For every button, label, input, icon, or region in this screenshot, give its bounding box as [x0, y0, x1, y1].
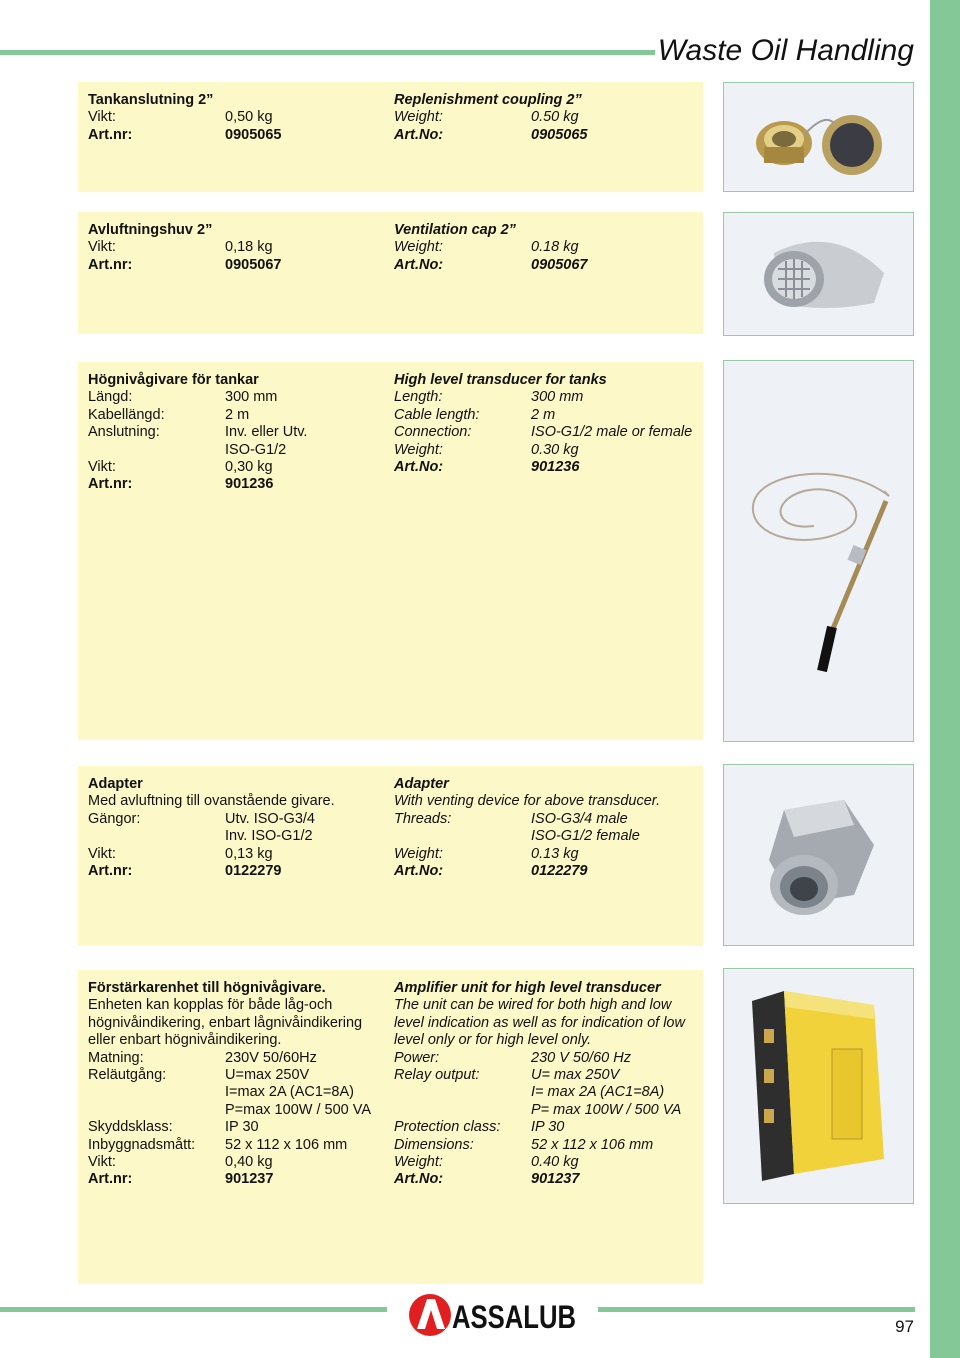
spec-label: Matning:: [88, 1049, 144, 1066]
spec-value: I=max 2A (AC1=8A): [225, 1084, 354, 1101]
spec-label: Vikt:: [88, 239, 116, 256]
spec-label: Anslutning:: [88, 424, 160, 441]
spec-row: [88, 239, 378, 256]
spec-rows-en: [394, 811, 699, 881]
product-title-en: Replenishment coupling 2”: [394, 92, 582, 108]
spec-rows-sv: [88, 239, 378, 274]
spec-row: [88, 1119, 378, 1136]
photo-ventilation-cap: [723, 212, 914, 336]
spec-label: Art.No:: [394, 862, 444, 879]
spec-label: Art.nr:: [88, 256, 133, 273]
spec-label: Art.nr:: [88, 476, 133, 493]
english-spec: [394, 776, 699, 880]
spec-row: [394, 257, 699, 274]
spec-value: ISO-G1/2: [225, 441, 287, 458]
swedish-spec: [88, 372, 378, 494]
spec-row: [88, 811, 378, 828]
spec-rows-en: [394, 389, 699, 476]
spec-value: 0905065: [531, 126, 588, 143]
spec-label: Vikt:: [88, 845, 116, 862]
spec-label: Art.No:: [394, 256, 444, 273]
swedish-spec: [88, 776, 378, 880]
spec-label: Reläutgång:: [88, 1067, 167, 1084]
product-title-sv: Avluftningshuv 2”: [88, 222, 213, 238]
spec-row: [394, 424, 699, 441]
english-spec: [394, 372, 699, 476]
product-block-coupling: [78, 82, 703, 192]
spec-row: [394, 846, 699, 863]
spec-row: [88, 1102, 378, 1119]
spec-value: 901236: [531, 458, 580, 475]
header-rule: [0, 50, 655, 55]
english-spec: [394, 222, 699, 274]
spec-label: Inbyggnadsmått:: [88, 1136, 196, 1153]
spec-value: 0122279: [531, 862, 588, 879]
spec-row: [394, 1067, 699, 1084]
spec-label: Vikt:: [88, 109, 116, 126]
product-description-sv: Enheten kan kopplas för både låg-och högnivåindikering, enbart lågnivåindikering eller enbart högnivåindikering.: [88, 997, 363, 1049]
spec-value: 901237: [225, 1171, 274, 1188]
spec-value: 0,13 kg: [225, 845, 273, 862]
spec-value: Inv. ISO-G1/2: [225, 828, 313, 845]
footer-rule-right: [598, 1307, 915, 1312]
product-title-sv: Högnivågivare för tankar: [88, 372, 259, 388]
spec-value: 0122279: [225, 862, 282, 879]
spec-value: U=max 250V: [225, 1067, 310, 1084]
spec-row: [394, 863, 699, 880]
english-spec: [394, 980, 699, 1189]
spec-value: 0,40 kg: [225, 1153, 273, 1170]
spec-label: Cable length:: [394, 406, 480, 423]
product-title-en: Ventilation cap 2”: [394, 222, 516, 238]
spec-value: Utv. ISO-G3/4: [225, 810, 315, 827]
spec-row: [88, 1050, 378, 1067]
product-description-en: With venting device for above transducer.: [394, 793, 661, 810]
spec-row: [394, 459, 699, 476]
spec-row: [88, 459, 378, 476]
spec-value: 901236: [225, 476, 274, 493]
spec-value: ISO-G1/2 male or female: [531, 424, 693, 441]
spec-row: [394, 239, 699, 256]
spec-row: [88, 828, 378, 845]
product-description-sv: Med avluftning till ovanstående givare.: [88, 793, 335, 810]
product-block-vent-cap: [78, 212, 703, 334]
spec-value: IP 30: [225, 1119, 259, 1136]
spec-label: Weight:: [394, 109, 443, 126]
spec-label: Art.nr:: [88, 862, 133, 879]
spec-value: 0905067: [225, 256, 282, 273]
spec-value: 0905065: [225, 126, 282, 143]
english-spec: [394, 92, 699, 144]
spec-label: Art.No:: [394, 458, 444, 475]
spec-row: [88, 424, 378, 441]
spec-value: 901237: [531, 1171, 580, 1188]
spec-value: 0.30 kg: [531, 441, 579, 458]
spec-row: [394, 1137, 699, 1154]
spec-label: Art.nr:: [88, 126, 133, 143]
spec-label: Art.No:: [394, 126, 444, 143]
product-title-sv: Förstärkarenhet till högnivågivare.: [88, 980, 326, 996]
spec-rows-sv: [88, 109, 378, 144]
spec-row: [394, 1084, 699, 1101]
spec-label: Kabellängd:: [88, 406, 165, 423]
spec-label: Weight:: [394, 441, 443, 458]
spec-value: 0.40 kg: [531, 1153, 579, 1170]
spec-label: Vikt:: [88, 458, 116, 475]
product-title-en: Amplifier unit for high level transducer: [394, 980, 661, 996]
spec-label: Art.nr:: [88, 1171, 133, 1188]
spec-row: [88, 257, 378, 274]
product-block-amplifier: [78, 970, 703, 1284]
product-title-sv: Tankanslutning 2”: [88, 92, 214, 108]
spec-row: [394, 1119, 699, 1136]
photo-amplifier-unit: [723, 968, 914, 1204]
spec-row: [394, 828, 699, 845]
page-title: Waste Oil Handling: [657, 34, 914, 67]
spec-value: IP 30: [531, 1119, 565, 1136]
spec-row: [88, 442, 378, 459]
product-description-en: The unit can be wired for both high and low level indication as well as for indication of low level only or for high level only.: [394, 997, 685, 1049]
spec-value: I= max 2A (AC1=8A): [531, 1084, 665, 1101]
spec-row: [88, 1154, 378, 1171]
spec-row: [394, 811, 699, 828]
spec-row: [88, 1137, 378, 1154]
spec-row: [394, 109, 699, 126]
spec-label: Threads:: [394, 810, 452, 827]
spec-label: Relay output:: [394, 1067, 480, 1084]
spec-value: 0905067: [531, 256, 588, 273]
product-block-transducer: [78, 362, 703, 740]
product-title-en: High level transducer for tanks: [394, 372, 607, 388]
spec-label: Vikt:: [88, 1153, 116, 1170]
spec-value: 2 m: [531, 406, 556, 423]
page-number: 97: [895, 1317, 914, 1336]
spec-row: [394, 1154, 699, 1171]
green-sidebar: [930, 0, 960, 1358]
spec-value: 2 m: [225, 406, 250, 423]
spec-label: Skyddsklass:: [88, 1119, 173, 1136]
svg-text:ASSALUB: ASSALUB: [452, 1299, 576, 1335]
spec-row: [88, 407, 378, 424]
spec-row: [88, 476, 378, 493]
spec-row: [394, 442, 699, 459]
spec-row: [88, 389, 378, 406]
swedish-spec: [88, 92, 378, 144]
spec-label: Connection:: [394, 424, 472, 441]
spec-label: Weight:: [394, 239, 443, 256]
spec-value: ISO-G3/4 male: [531, 810, 628, 827]
spec-rows-sv: [88, 1050, 378, 1189]
spec-rows-sv: [88, 389, 378, 493]
spec-value: P=max 100W / 500 VA: [225, 1101, 372, 1118]
spec-value: 230 V 50/60 Hz: [531, 1049, 631, 1066]
spec-value: 0,18 kg: [225, 239, 273, 256]
spec-value: 52 x 112 x 106 mm: [225, 1136, 348, 1153]
product-title-en: Adapter: [394, 776, 449, 792]
spec-value: 0.50 kg: [531, 109, 579, 126]
spec-value: 0,50 kg: [225, 109, 273, 126]
spec-value: 0,30 kg: [225, 458, 273, 475]
photo-high-level-transducer: [723, 360, 914, 742]
spec-label: Power:: [394, 1049, 440, 1066]
photo-adapter: [723, 764, 914, 946]
footer-rule-left: [0, 1307, 387, 1312]
spec-row: [394, 127, 699, 144]
spec-row: [394, 1050, 699, 1067]
spec-value: Inv. eller Utv.: [225, 424, 308, 441]
spec-row: [394, 1102, 699, 1119]
spec-label: Art.No:: [394, 1171, 444, 1188]
swedish-spec: [88, 222, 378, 274]
spec-row: [88, 109, 378, 126]
spec-value: ISO-G1/2 female: [531, 828, 640, 845]
spec-value: 0.13 kg: [531, 845, 579, 862]
product-block-adapter: [78, 766, 703, 946]
spec-value: 230V 50/60Hz: [225, 1049, 317, 1066]
spec-value: 300 mm: [225, 389, 278, 406]
spec-label: Weight:: [394, 845, 443, 862]
spec-row: [394, 1171, 699, 1188]
spec-label: Dimensions:: [394, 1136, 474, 1153]
spec-row: [88, 863, 378, 880]
spec-rows-sv: [88, 811, 378, 881]
spec-label: Weight:: [394, 1153, 443, 1170]
spec-row: [88, 1084, 378, 1101]
swedish-spec: [88, 980, 378, 1189]
product-title-sv: Adapter: [88, 776, 143, 792]
spec-label: Gängor:: [88, 810, 141, 827]
spec-rows-en: [394, 239, 699, 274]
photo-replenishment-coupling: [723, 82, 914, 192]
spec-label: Längd:: [88, 389, 133, 406]
spec-value: 300 mm: [531, 389, 584, 406]
spec-row: [88, 1171, 378, 1188]
spec-rows-en: [394, 109, 699, 144]
spec-row: [394, 389, 699, 406]
spec-value: P= max 100W / 500 VA: [531, 1101, 682, 1118]
spec-value: 0.18 kg: [531, 239, 579, 256]
spec-rows-en: [394, 1050, 699, 1189]
spec-row: [88, 127, 378, 144]
assalub-logo: [408, 1291, 578, 1344]
spec-value: 52 x 112 x 106 mm: [531, 1136, 654, 1153]
spec-row: [88, 1067, 378, 1084]
spec-row: [88, 846, 378, 863]
spec-value: U= max 250V: [531, 1067, 620, 1084]
spec-row: [394, 407, 699, 424]
spec-label: Length:: [394, 389, 443, 406]
spec-label: Protection class:: [394, 1119, 501, 1136]
